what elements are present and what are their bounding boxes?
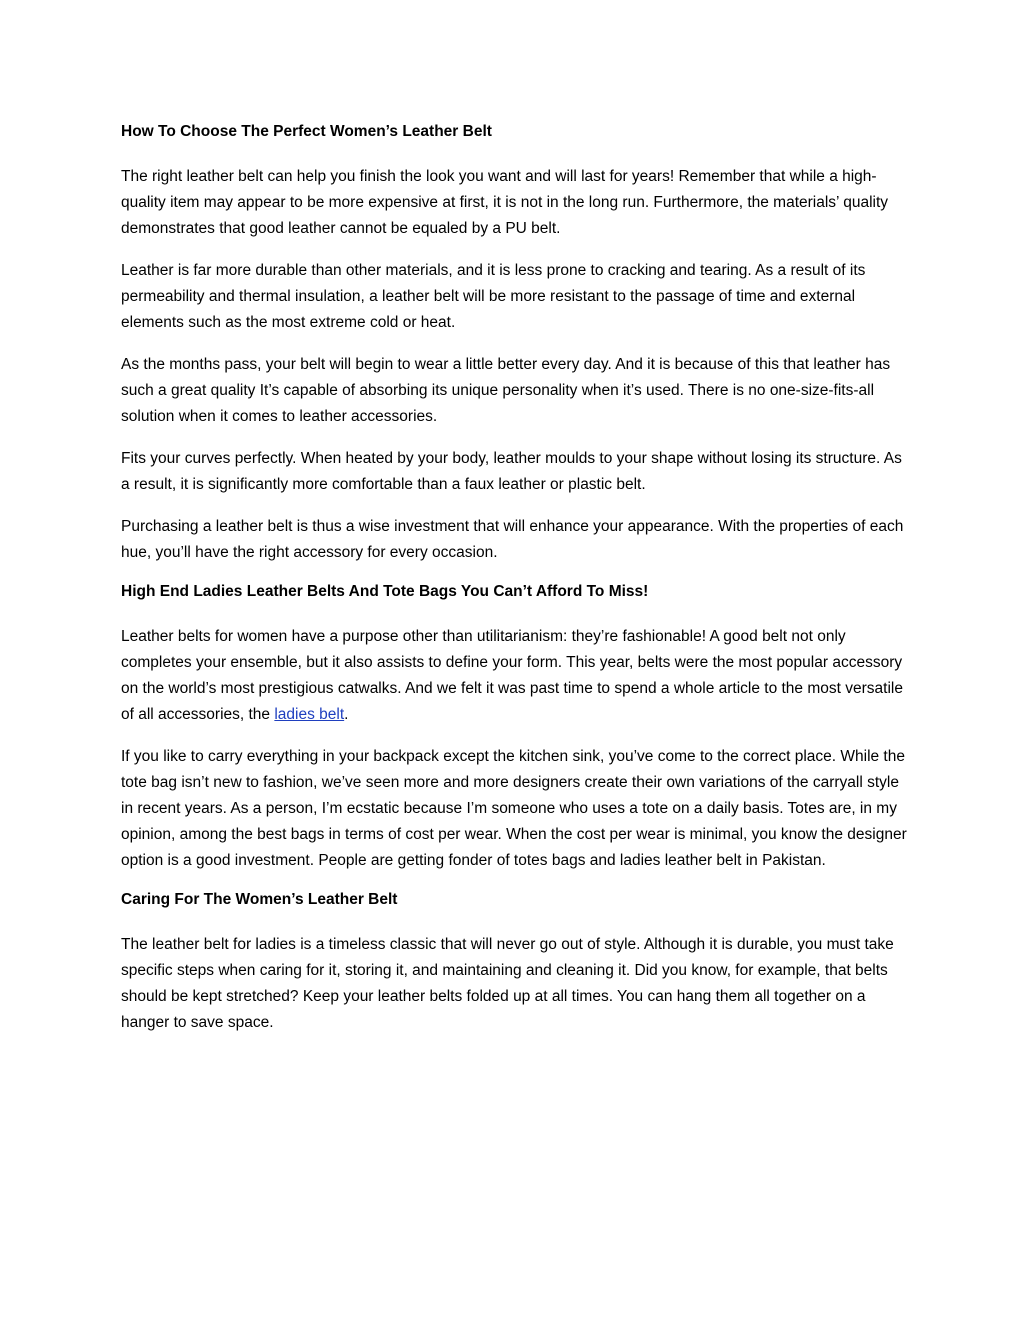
paragraph-tote-bags: If you like to carry everything in your backpack except the kitchen sink, you’ve come to the correct place. While the tote bag isn’t new to fashion, we’ve seen more and more designers create their own variations of the carryall style in recent years. As a person, I’m ecstatic because I’m someone who uses a tote on a daily basis. Totes are, in my opinion, among the best bags in terms of cost per wear. When the cost per wear is minimal, you know the designer option is a good investment. People are getting fonder of totes bags and ladies leather belt in Pakistan. (121, 748, 907, 869)
paragraph-durability: Leather is far more durable than other materials, and it is less prone to cracking and tearing. As a result of its permeability and thermal insulation, a leather belt will be more resistant to the passage of time and external elements such as the most extreme cold or heat. (121, 262, 866, 331)
paragraph-fashionable-end: . (344, 706, 349, 723)
paragraph-investment: Purchasing a leather belt is thus a wise investment that will enhance your appearance. With the properties of each hue, you’ll have the right accessory for every occasion. (121, 518, 904, 561)
paragraph-intro: The right leather belt can help you finish the look you want and will last for years! Remember that while a high-quality item may appear to be more expensive at first, it is not in the long run. Furthermore, the materials’ quality demonstrates that good leather cannot be equaled by a PU belt. (121, 168, 889, 237)
ladies-belt-link[interactable]: ladies belt (274, 706, 345, 723)
paragraph-fit: Fits your curves perfectly. When heated by your body, leather moulds to your shape without losing its structure. As a result, it is significantly more comfortable than a faux leather or plastic belt. (121, 450, 902, 493)
section-heading-choose: How To Choose The Perfect Women’s Leather Belt (121, 123, 492, 140)
section-heading-high-end: High End Ladies Leather Belts And Tote Bags You Can’t Afford To Miss! (121, 583, 649, 600)
paragraph-wear: As the months pass, your belt will begin to wear a little better every day. And it is because of this that leather has such a great quality It’s capable of absorbing its unique personality when it’s used. There is no one-size-fits-all solution when it comes to leather accessories. (121, 356, 891, 425)
paragraph-fashionable (121, 624, 911, 728)
paragraph-caring: The leather belt for ladies is a timeless classic that will never go out of style. Although it is durable, you must take specific steps when caring for it, storing it, and maintaining and cleaning it. Did you know, for example, that belts should be kept stretched? Keep your leather belts folded up at all times. You can hang them all together on a hanger to save space. (121, 936, 894, 1031)
document-page (121, 122, 911, 1052)
paragraph-fashionable-text: Leather belts for women have a purpose other than utilitarianism: they’re fashionable! A good belt not only completes your ensemble, but it also assists to define your form. This year, belts were the most popular accessory on the world’s most prestigious catwalks. And we felt it was past time to spend a whole article to the most versatile of all accessories, the (121, 628, 903, 723)
section-heading-caring: Caring For The Women’s Leather Belt (121, 891, 398, 908)
